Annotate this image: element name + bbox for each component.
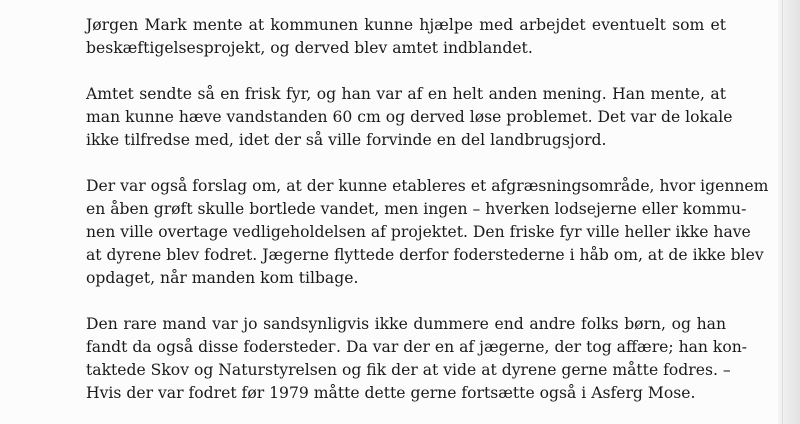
text-line: Jørgen Mark mente at kommunen kunne hjælpe med arbejdet eventuelt som et (86, 16, 726, 34)
text-line: Den rare mand var jo sandsynligvis ikke dummere end andre folks børn, og han (86, 315, 726, 333)
text-line: opdaget, når manden kom tilbage. (86, 269, 359, 287)
text-line: Hvis der var fodret før 1979 måtte dette gerne fortsætte også i Asferg Mose. (86, 384, 696, 402)
text-line: en åben grøft skulle bortlede vandet, men ingen – hverken lodsejerne eller kommu- (86, 200, 747, 218)
paragraph-3 (86, 175, 769, 290)
page-edge-shadow (778, 0, 800, 424)
text-line: at dyrene blev fodret. Jægerne flyttede derfor foderstederne i håb om, at de ikke blev (86, 246, 764, 264)
body-text (86, 14, 769, 424)
paragraph-2 (86, 83, 733, 152)
text-line: fandt da også disse foderstedег. Da var der en af jægerne, der tog affære; han kon- (86, 338, 748, 356)
text-line: man kunne hæve vandstanden 60 cm og derved løse problemet. Det var de lokale (86, 108, 733, 126)
paragraph-4 (86, 313, 748, 405)
text-line: ikke tilfredse med, idet der så ville forvinde en del landbrugsjord. (86, 131, 607, 149)
text-line: Amtet sendte så en frisk fyr, og han var af en helt anden mening. Han mente, at (86, 85, 726, 103)
text-line: beskæftigelsesprojekt, og derved blev amtet indblandet. (86, 39, 533, 57)
text-line: nen ville overtage vedligeholdelsen af projektet. Den friske fyr ville heller ikke have (86, 223, 751, 241)
text-line: taktede Skov og Naturstyrelsen og fik der at vide at dyrene gerne måtte fodres. – (86, 361, 731, 379)
paragraph-1 (86, 14, 726, 60)
text-line: Der var også forslag om, at der kunne etableres et afgræsningsområde, hvor igennem (86, 177, 769, 195)
